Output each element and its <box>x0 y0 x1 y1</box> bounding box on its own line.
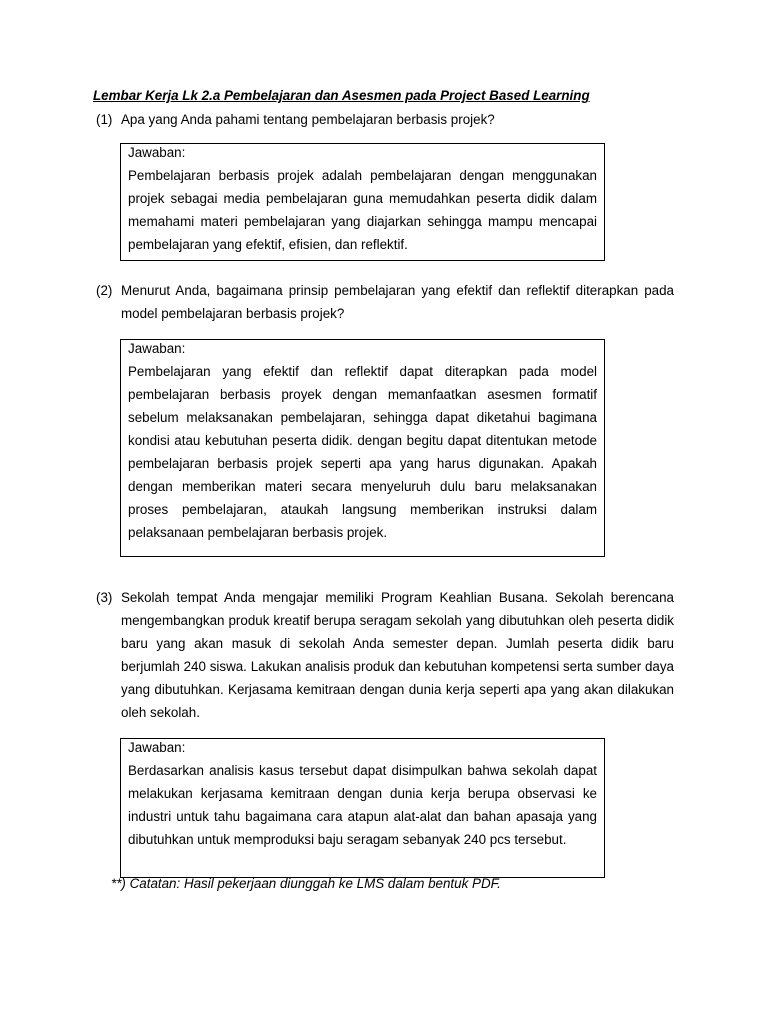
answer-box-2 <box>120 339 605 557</box>
page-title: Lembar Kerja Lk 2.a Pembelajaran dan Asesmen pada Project Based Learning <box>93 88 590 103</box>
question-text: Apa yang Anda pahami tentang pembelajaran berbasis projek? <box>121 112 495 127</box>
answer-text: Berdasarkan analisis kasus tersebut dapat disimpulkan bahwa sekolah dapat melakukan kerjasama kemitraan dengan dunia kerja berupa observasi ke industri untuk tahu bagaimana cara atapun alat-alat dan bahan apasaja yang dibutuhkan untuk memproduksi baju seragam sebanyak 240 pcs tersebut. <box>128 763 597 847</box>
question-number: (3) <box>96 590 113 605</box>
answer-box-1 <box>120 143 605 261</box>
answer-label: Jawaban: <box>128 145 186 160</box>
question-text: Sekolah tempat Anda mengajar memiliki Program Keahlian Busana. Sekolah berencana mengembangkan produk kreatif berupa seragam sekolah yang dibutuhkan oleh peserta didik baru yang akan masuk di sekolah Anda semester depan. Jumlah peserta didik baru berjumlah 240 siswa. Lakukan analisis produk dan kebutuhan kompetensi serta sumber daya yang dibutuhkan. Kerjasama kemitraan dengan dunia kerja seperti apa yang akan dilakukan oleh sekolah. <box>121 590 674 720</box>
answer-text: Pembelajaran yang efektif dan reflektif dapat diterapkan pada model pembelajaran berbasis proyek dengan memanfaatkan asesmen formatif sebelum melaksanakan pembelajaran, sehingga dapat diketahui bagimana kondisi atau kebutuhan peserta didik. dengan begitu dapat ditentukan metode pembelajaran berbasis projek seperti apa yang harus digunakan. Apakah dengan memberikan materi secara menyeluruh dulu baru melaksanakan proses pembelajaran, ataukah langsung memberikan instruksi dalam pelaksanaan pembelajaran berbasis projek. <box>128 364 597 540</box>
question-2 <box>96 279 674 325</box>
note: **) Catatan: Hasil pekerjaan diunggah ke LMS dalam bentuk PDF. <box>111 876 501 891</box>
question-1 <box>96 108 674 131</box>
answer-label: Jawaban: <box>128 740 186 755</box>
question-3 <box>96 586 674 724</box>
answer-text: Pembelajaran berbasis projek adalah pembelajaran dengan menggunakan projek sebagai media pembelajaran guna memudahkan peserta didik dalam memahami materi pembelajaran yang diajarkan sehingga mampu mencapai pembelajaran yang efektif, efisien, dan reflektif. <box>128 168 597 252</box>
question-number: (2) <box>96 283 113 298</box>
question-number: (1) <box>96 112 113 127</box>
answer-box-3 <box>120 738 605 878</box>
answer-label: Jawaban: <box>128 341 186 356</box>
question-text: Menurut Anda, bagaimana prinsip pembelajaran yang efektif dan reflektif diterapkan pada model pembelajaran berbasis projek? <box>121 283 674 321</box>
